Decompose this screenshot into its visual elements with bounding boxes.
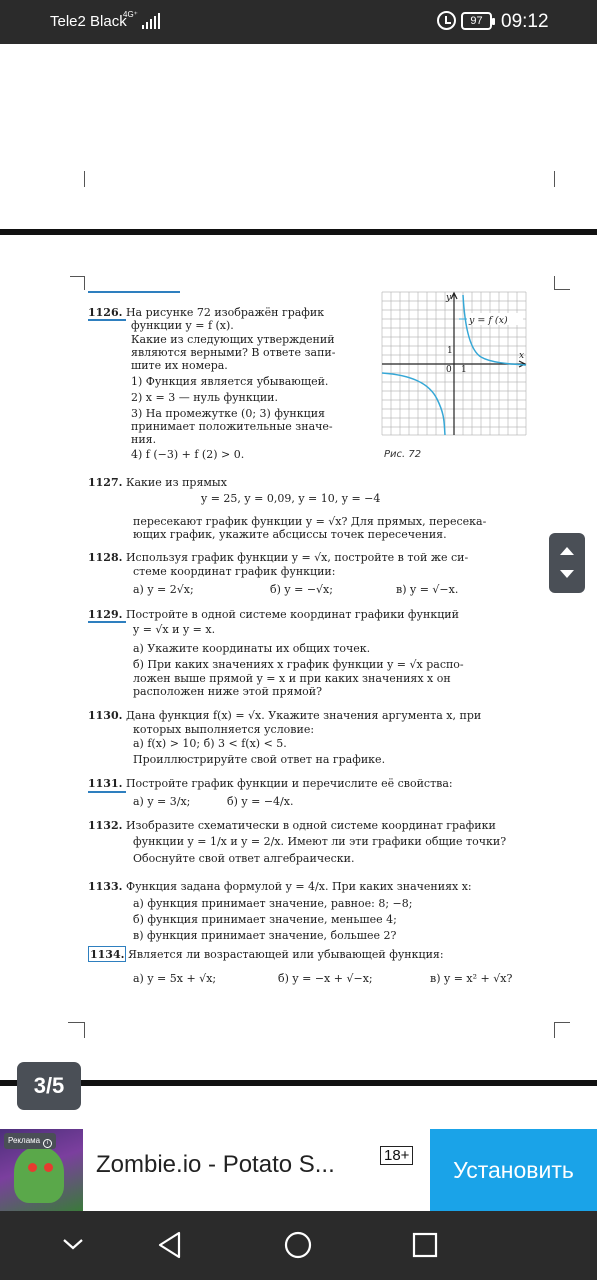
problem-text: ложен выше прямой y = x и при каких значениях x он bbox=[133, 672, 451, 685]
zombie-image bbox=[14, 1147, 64, 1203]
problem-text: функции y = 1/x и y = 2/x. Имеют ли эти графики общие точки? bbox=[133, 835, 507, 848]
problem-text: в) функция принимает значение, большее 2? bbox=[133, 929, 397, 942]
signal-icon bbox=[142, 13, 160, 29]
page-separator bbox=[0, 1080, 597, 1086]
problem-text: y = 25, y = 0,09, y = 10, y = −4 bbox=[201, 492, 381, 505]
ad-title[interactable]: Zombie.io - Potato S... bbox=[96, 1151, 335, 1178]
problem-text: б) При каких значениях x график функции y = √x распо- bbox=[133, 658, 464, 671]
problem-option: в) y = √−x. bbox=[396, 583, 459, 596]
problem-number: 1126. bbox=[88, 306, 123, 319]
problem-1126 bbox=[88, 306, 324, 319]
problem-text: которых выполняется условие: bbox=[133, 723, 315, 736]
problem-1133 bbox=[88, 880, 472, 893]
book-page[interactable] bbox=[0, 236, 597, 1081]
function-graph bbox=[381, 291, 527, 439]
problem-text: Постройте график функции и перечислите её свойства: bbox=[125, 777, 453, 790]
scroll-down-icon[interactable] bbox=[560, 570, 574, 578]
problem-1129 bbox=[88, 608, 459, 621]
info-icon[interactable]: i bbox=[43, 1139, 52, 1148]
problem-number: 1131. bbox=[88, 777, 123, 790]
install-button[interactable]: Установить bbox=[430, 1129, 597, 1211]
problem-number: 1134. bbox=[90, 948, 125, 961]
scroll-control[interactable] bbox=[549, 533, 585, 593]
problem-1130 bbox=[88, 709, 481, 722]
problem-text: Какие из следующих утверждений bbox=[131, 333, 335, 346]
problem-text: Дана функция f(x) = √x. Укажите значения аргумента x, при bbox=[125, 709, 482, 722]
problem-text: Используя график функции y = √x, постройте в той же си- bbox=[125, 551, 469, 564]
status-bar bbox=[0, 0, 597, 44]
problem-text: расположен ниже этой прямой? bbox=[133, 685, 322, 698]
problem-1127 bbox=[88, 476, 227, 489]
problem-text: y = √x и y = x. bbox=[133, 623, 216, 636]
ad-banner[interactable] bbox=[0, 1129, 597, 1211]
crop-mark bbox=[68, 1022, 84, 1023]
problem-item: принимает положительные значе- bbox=[131, 420, 333, 433]
problem-underline bbox=[88, 791, 126, 793]
chevron-down-icon[interactable] bbox=[62, 1236, 84, 1252]
tick-label-origin: 0 bbox=[446, 365, 452, 375]
problem-number: 1130. bbox=[88, 709, 123, 722]
age-rating-badge: 18+ bbox=[380, 1146, 413, 1165]
problem-number: 1127. bbox=[88, 476, 123, 489]
recents-icon[interactable] bbox=[412, 1232, 438, 1258]
problem-1134 bbox=[90, 948, 444, 961]
problem-underline bbox=[88, 621, 126, 623]
graph-curve-right bbox=[463, 295, 526, 365]
crop-mark bbox=[84, 276, 85, 290]
problem-number: 1133. bbox=[88, 880, 123, 893]
problem-text: Какие из прямых bbox=[125, 476, 227, 489]
problem-option: а) y = 3/x; bbox=[133, 795, 191, 808]
problem-option: а) y = 5x + √x; bbox=[133, 972, 217, 985]
problem-option: б) y = −4/x. bbox=[227, 795, 294, 808]
page-separator bbox=[0, 229, 597, 235]
carrier-name: Tele2 Black bbox=[50, 13, 127, 30]
zombie-eye bbox=[28, 1163, 37, 1172]
previous-page bbox=[0, 44, 597, 230]
problem-text: Функция задана формулой y = 4/x. При каких значениях x: bbox=[125, 880, 472, 893]
problem-item: 4) f (−3) + f (2) > 0. bbox=[131, 448, 245, 461]
clock: 09:12 bbox=[501, 11, 549, 32]
problem-text: На рисунке 72 изображён график bbox=[125, 306, 325, 319]
figure-caption: Рис. 72 bbox=[384, 449, 422, 460]
axis-label-x: x bbox=[519, 351, 525, 361]
problem-text: шите их номера. bbox=[131, 359, 228, 372]
zombie-eye bbox=[44, 1163, 53, 1172]
problem-text: а) Укажите координаты их общих точек. bbox=[133, 642, 371, 655]
problem-text: ющих график, укажите абсциссы точек пересечения. bbox=[133, 528, 447, 541]
ad-tag[interactable] bbox=[4, 1133, 56, 1149]
network-type: 4G⁺ bbox=[123, 10, 138, 19]
crop-mark bbox=[84, 171, 85, 187]
ad-app-icon[interactable] bbox=[0, 1129, 83, 1211]
problem-text: являются верными? В ответе запи- bbox=[131, 346, 336, 359]
problem-text: пересекают график функции y = √x? Для прямых, пересека- bbox=[133, 515, 487, 528]
problem-1132 bbox=[88, 819, 496, 832]
ad-tag-label: Реклама bbox=[8, 1136, 41, 1145]
problem-item: 3) На промежутке (0; 3) функция bbox=[131, 407, 325, 420]
problem-1131 bbox=[88, 777, 453, 790]
problem-item: ния. bbox=[131, 433, 157, 446]
home-icon[interactable] bbox=[284, 1231, 312, 1259]
crop-mark bbox=[554, 289, 570, 290]
problem-1128 bbox=[88, 551, 468, 564]
battery-level: 97 bbox=[470, 15, 483, 27]
problem-underline bbox=[88, 319, 126, 321]
problem-text: стеме координат график функции: bbox=[133, 565, 336, 578]
crop-mark bbox=[554, 1022, 555, 1038]
tick-label-y1: 1 bbox=[447, 346, 453, 356]
crop-mark bbox=[84, 1022, 85, 1038]
axis-label-y: y bbox=[446, 293, 452, 303]
problem-item: 2) x = 3 — нуль функции. bbox=[131, 391, 278, 404]
problem-text: Проиллюстрируйте свой ответ на графике. bbox=[133, 753, 386, 766]
problem-text: б) функция принимает значение, меньшее 4; bbox=[133, 913, 397, 926]
highlight-line bbox=[88, 291, 180, 293]
problem-number: 1132. bbox=[88, 819, 123, 832]
problem-option: б) y = −x + √−x; bbox=[278, 972, 373, 985]
crop-mark bbox=[554, 1022, 570, 1023]
alarm-icon bbox=[437, 11, 456, 30]
problem-option: б) y = −√x; bbox=[270, 583, 333, 596]
problem-number: 1129. bbox=[88, 608, 123, 621]
tick-label-x1: 1 bbox=[461, 365, 467, 375]
navigation-bar bbox=[0, 1211, 597, 1280]
problem-text: Постройте в одной системе координат графики функций bbox=[125, 608, 459, 621]
graph-label: y = f (x) bbox=[469, 315, 508, 326]
problem-text: функции y = f (x). bbox=[131, 319, 234, 332]
scroll-up-icon[interactable] bbox=[560, 547, 574, 555]
battery-icon bbox=[461, 12, 492, 30]
problem-text: а) функция принимает значение, равное: 8; −8; bbox=[133, 897, 413, 910]
problem-text: Является ли возрастающей или убывающей функция: bbox=[127, 948, 444, 961]
problem-item: 1) Функция является убывающей. bbox=[131, 375, 329, 388]
problem-option: а) y = 2√x; bbox=[133, 583, 194, 596]
problem-option: в) y = x² + √x? bbox=[430, 972, 513, 985]
problem-text: а) f(x) > 10; б) 3 < f(x) < 5. bbox=[133, 737, 287, 750]
page-counter[interactable]: 3/5 bbox=[17, 1062, 81, 1110]
problem-text: Обоснуйте свой ответ алгебраически. bbox=[133, 852, 355, 865]
crop-mark bbox=[554, 276, 555, 290]
problem-text: Изобразите схематически в одной системе координат графики bbox=[125, 819, 496, 832]
crop-mark bbox=[554, 171, 555, 187]
back-icon[interactable] bbox=[157, 1231, 183, 1259]
problem-number: 1128. bbox=[88, 551, 123, 564]
crop-mark bbox=[70, 276, 84, 277]
